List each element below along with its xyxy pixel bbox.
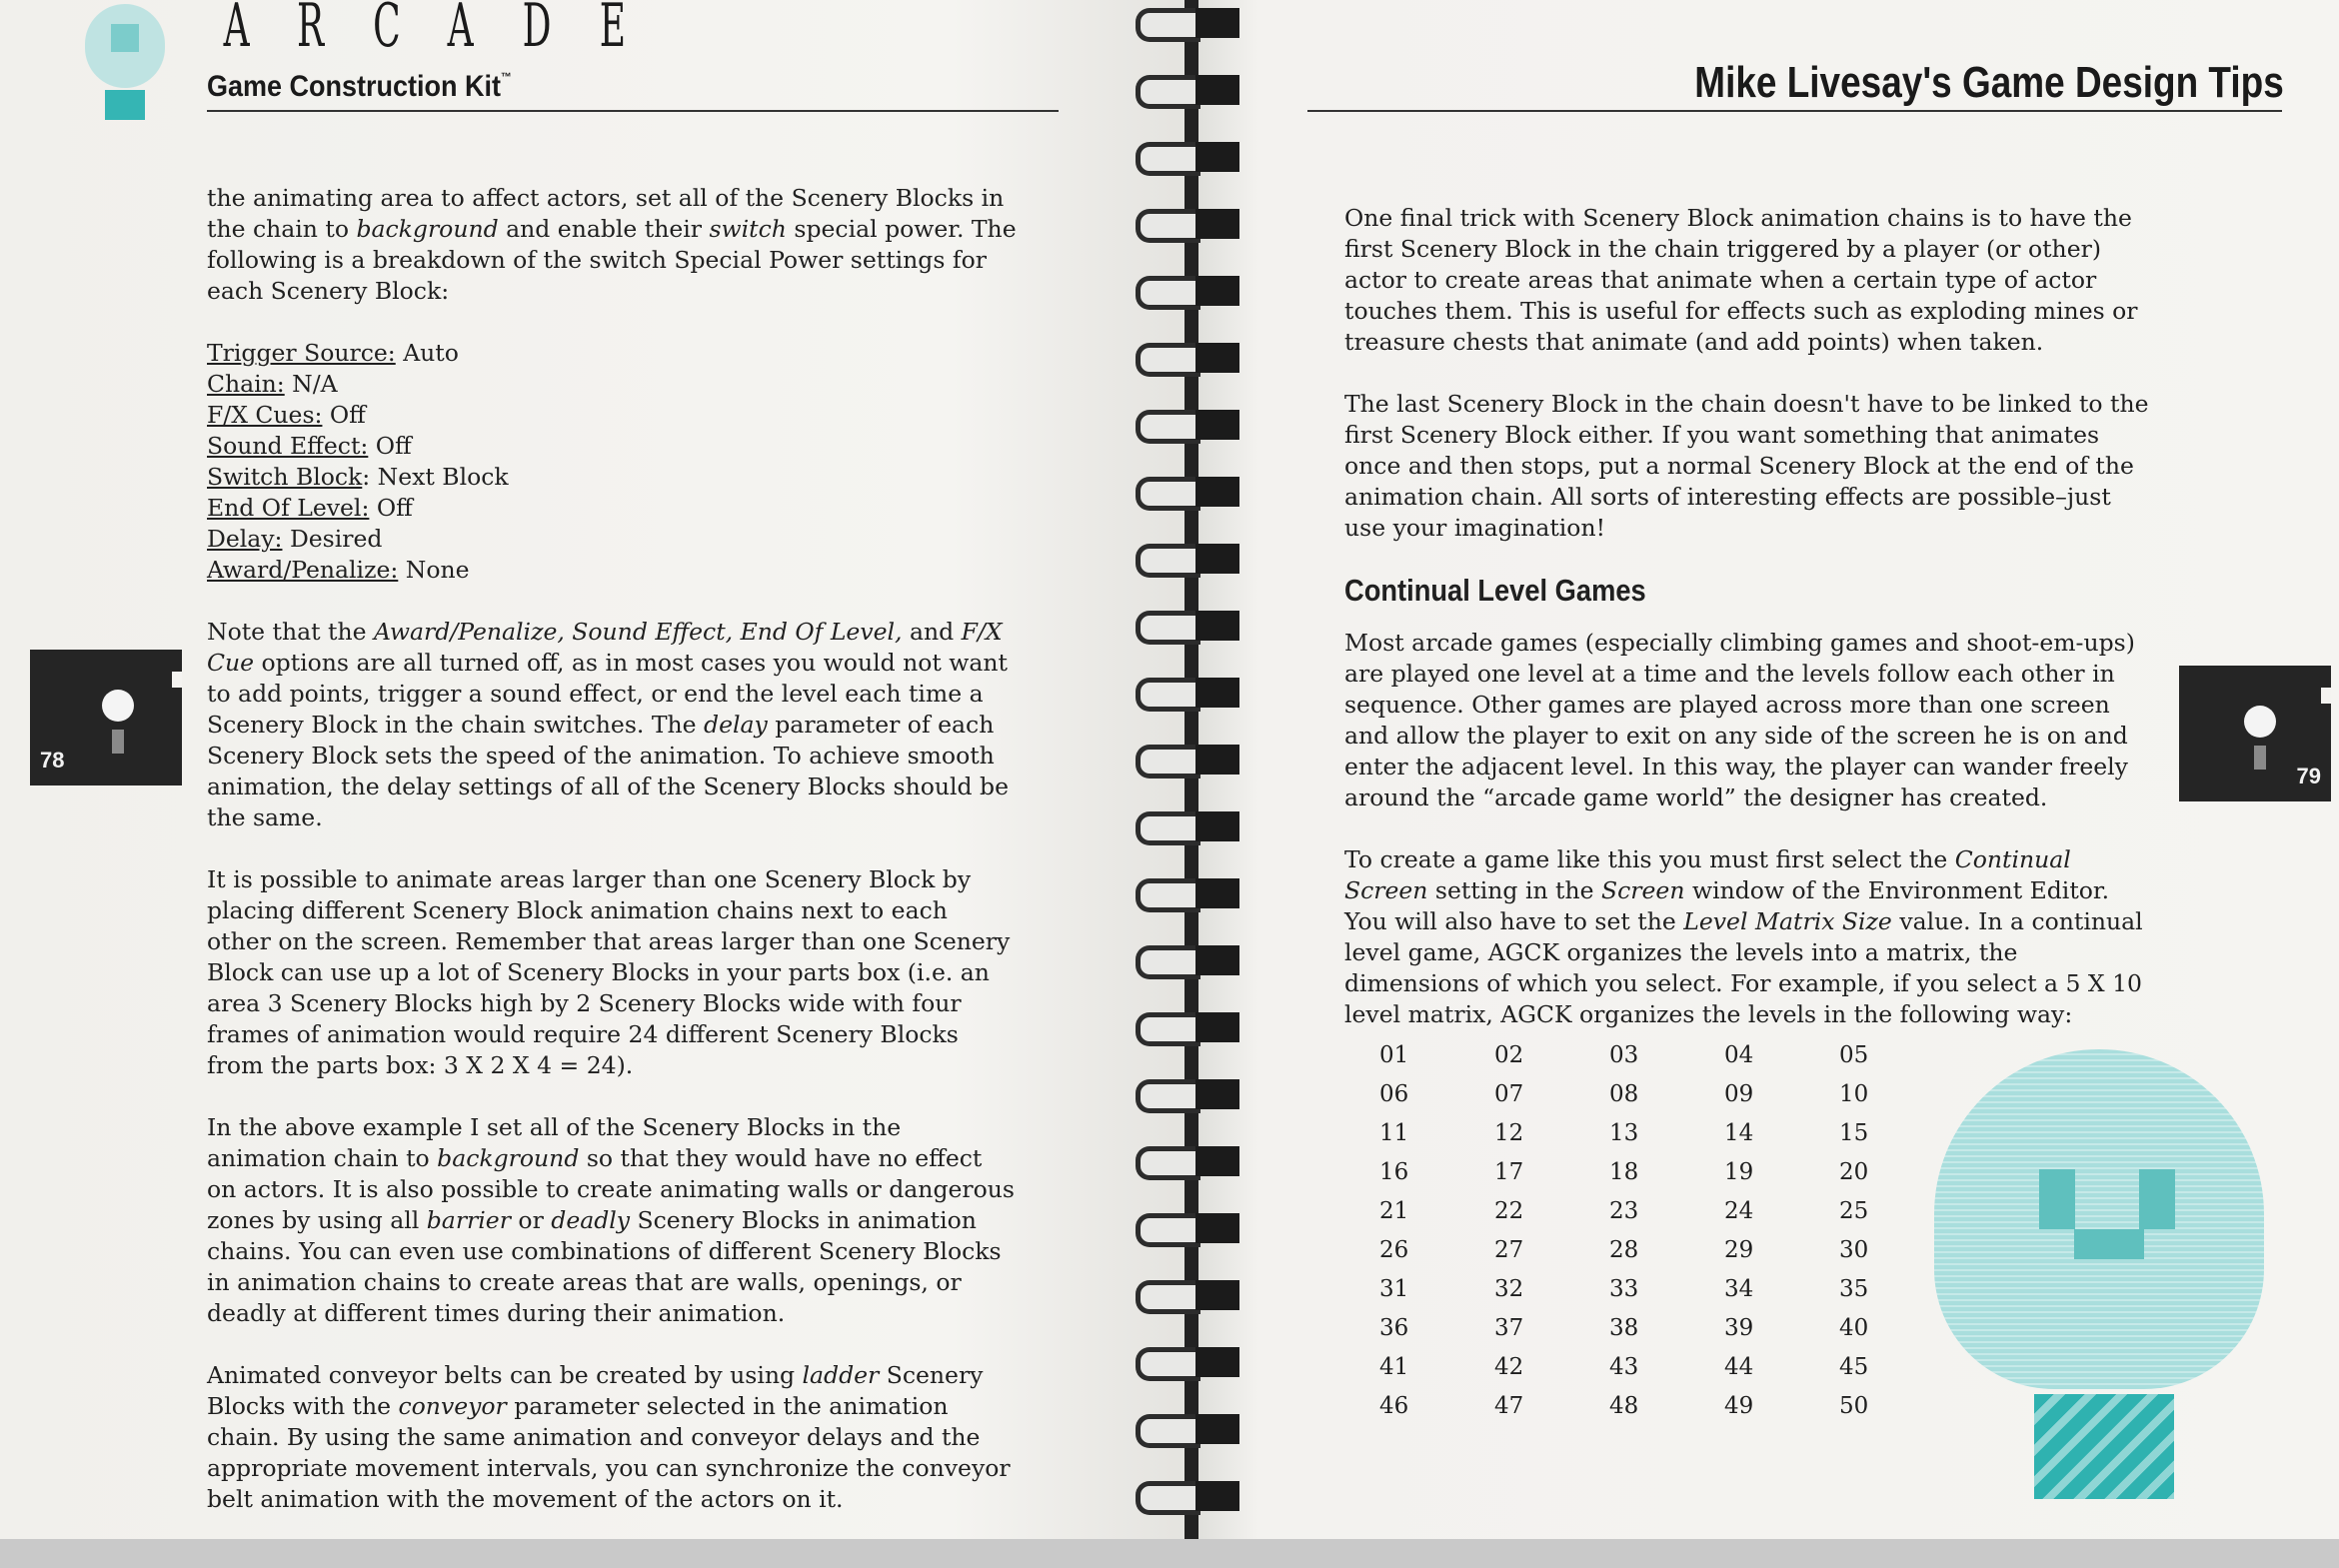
matrix-cell: 10 <box>1839 1081 1869 1107</box>
binding-coil <box>1132 1008 1235 1048</box>
binding-coil <box>1132 205 1235 245</box>
list-item: F/X Cues: Off <box>207 401 366 429</box>
matrix-cell: 11 <box>1379 1120 1409 1146</box>
matrix-cell: 43 <box>1609 1354 1639 1380</box>
matrix-cell: 36 <box>1379 1315 1409 1341</box>
matrix-cell: 28 <box>1609 1237 1639 1263</box>
list-item: End Of Level: Off <box>207 494 413 522</box>
paragraph: the animating area to affect actors, set all of the Scenery Blocks in the chain to background and enable their switch special power. The following is a breakdown of the switch Special Power settings for each Scenery Block: <box>207 184 1017 305</box>
list-item: Switch Block: Next Block <box>207 463 509 491</box>
binding-coil <box>1132 138 1235 178</box>
matrix-cell: 25 <box>1839 1198 1869 1224</box>
binding-coil <box>1132 71 1235 111</box>
binding-coil <box>1132 4 1235 44</box>
scan-border <box>0 1539 2339 1568</box>
matrix-cell: 34 <box>1724 1276 1754 1302</box>
matrix-cell: 06 <box>1379 1081 1409 1107</box>
logo-letter: C <box>372 0 401 61</box>
binding-coil <box>1132 540 1235 580</box>
logo-letter: A <box>223 0 250 61</box>
binding-coil <box>1132 272 1235 312</box>
right-body <box>1344 203 2154 1030</box>
matrix-cell: 03 <box>1609 1042 1639 1068</box>
matrix-cell: 04 <box>1724 1042 1754 1068</box>
header-rule <box>207 110 1059 112</box>
matrix-cell: 14 <box>1724 1120 1754 1146</box>
matrix-cell: 24 <box>1724 1198 1754 1224</box>
left-page <box>0 0 1189 1539</box>
matrix-cell: 17 <box>1494 1159 1524 1185</box>
matrix-cell: 41 <box>1379 1354 1409 1380</box>
matrix-cell: 16 <box>1379 1159 1409 1185</box>
matrix-cell: 48 <box>1609 1393 1639 1419</box>
matrix-cell: 35 <box>1839 1276 1869 1302</box>
binding-coil <box>1132 1410 1235 1450</box>
binding-coil <box>1132 1209 1235 1249</box>
logo-letter: D <box>522 0 552 61</box>
header-rule <box>1307 110 2282 112</box>
binding-coil <box>1132 1142 1235 1182</box>
matrix-cell: 20 <box>1839 1159 1869 1185</box>
page-header-title: Mike Livesay's Game Design Tips <box>1694 58 2284 107</box>
trademark: ™ <box>501 70 512 84</box>
list-item: Sound Effect: Off <box>207 432 412 460</box>
list-item: Chain: N/A <box>207 370 338 398</box>
paragraph: The last Scenery Block in the chain doesn't have to be linked to the first Scenery Block either. If you want something that animates once and then stops, put a normal Scenery Block at the end of the animation chain. All sorts of interesting effects are possible–just use your imagination! <box>1344 390 2149 542</box>
list-item: Award/Penalize: None <box>207 556 470 584</box>
lightbulb-logo-icon <box>85 4 165 120</box>
matrix-cell: 05 <box>1839 1042 1869 1068</box>
matrix-cell: 29 <box>1724 1237 1754 1263</box>
logo-letter: A <box>448 0 475 61</box>
paragraph: It is possible to animate areas larger than one Scenery Block by placing different Scenery Block animation chains next to each other on the screen. Remember that areas larger than one Scenery Block can use up a lot of Scenery Blocks in your parts box (i.e. an area 3 Scenery Blocks high by 2 Scenery Blocks wide with four frames of animation would require 24 different Scenery Blocks from the parts box: 3 X 2 X 4 = 24). <box>207 865 1011 1079</box>
page-number: 79 <box>2296 764 2321 788</box>
matrix-cell: 33 <box>1609 1276 1639 1302</box>
matrix-cell: 42 <box>1494 1354 1524 1380</box>
matrix-cell: 12 <box>1494 1120 1524 1146</box>
binding-coil <box>1132 1477 1235 1517</box>
left-body <box>207 183 1017 1539</box>
matrix-cell: 15 <box>1839 1120 1869 1146</box>
logo-letter: E <box>599 0 626 61</box>
matrix-cell: 22 <box>1494 1198 1524 1224</box>
matrix-cell: 44 <box>1724 1354 1754 1380</box>
list-item: Delay: Desired <box>207 525 383 553</box>
paragraph: In the above example I set all of the Scenery Blocks in the animation chain to background so that they would have no effect on actors. It is also possible to create animating walls or dangerous zones by using all barrier or deadly Scenery Blocks in animation chains. You can even use combinations of different Scenery Blocks in animation chains to create areas that are walls, openings, or deadly at different times during their animation. <box>207 1113 1015 1327</box>
binding-coil <box>1132 473 1235 513</box>
matrix-cell: 01 <box>1379 1042 1409 1068</box>
matrix-cell: 38 <box>1609 1315 1639 1341</box>
page-tab <box>2179 666 2331 801</box>
matrix-cell: 18 <box>1609 1159 1639 1185</box>
matrix-cell: 49 <box>1724 1393 1754 1419</box>
matrix-cell: 13 <box>1609 1120 1639 1146</box>
paragraph: To create a game like this you must first select the Continual Screen setting in the Screen window of the Environment Editor. You will also have to set the Level Matrix Size value. In a continual level game, AGCK organizes the levels into a matrix, the dimensions of which you select. For example, if you select a 5 X 10 level matrix, AGCK organizes the levels in the following way: <box>1344 845 2143 1028</box>
binding-coil <box>1132 807 1235 847</box>
matrix-cell: 40 <box>1839 1315 1869 1341</box>
matrix-cell: 21 <box>1379 1198 1409 1224</box>
matrix-cell: 46 <box>1379 1393 1409 1419</box>
matrix-cell: 19 <box>1724 1159 1754 1185</box>
arcade-logo-letters <box>215 0 635 61</box>
pixel-lightbulb-icon <box>1934 1049 2264 1499</box>
binding-coil <box>1132 1343 1235 1383</box>
binding-coil <box>1132 1075 1235 1115</box>
page-number: 78 <box>40 748 65 773</box>
matrix-cell: 26 <box>1379 1237 1409 1263</box>
page-header-title: Game Construction Kit™ <box>207 70 512 103</box>
matrix-cell: 50 <box>1839 1393 1869 1419</box>
logo-letter: R <box>297 0 325 61</box>
matrix-cell: 02 <box>1494 1042 1524 1068</box>
matrix-cell: 45 <box>1839 1354 1869 1380</box>
paragraph: Animated conveyor belts can be created by using ladder Scenery Blocks with the conveyor parameter selected in the animation chain. By using the same animation and conveyor delays and the appropriate movement intervals, you can synchronize the conveyor belt animation with the movement of the actors on it. <box>207 1361 1011 1513</box>
matrix-cell: 09 <box>1724 1081 1754 1107</box>
binding-coil <box>1132 607 1235 647</box>
paragraph: Note that the Award/Penalize, Sound Effect, End Of Level, and F/X Cue options are all turned off, as in most cases you would not want to add points, trigger a sound effect, or end the level each time a Scenery Block in the chain switches. The delay parameter of each Scenery Block sets the speed of the animation. To achieve smooth animation, the delay settings of all of the Scenery Blocks should be the same. <box>207 618 1010 831</box>
matrix-cell: 30 <box>1839 1237 1869 1263</box>
list-item: Trigger Source: Auto <box>207 339 459 367</box>
switch-settings-list <box>207 338 1017 586</box>
page-tab <box>30 650 182 785</box>
binding-coil <box>1132 1276 1235 1316</box>
binding-coil <box>1132 674 1235 714</box>
lightbulb-icon <box>2244 706 2276 738</box>
matrix-cell: 08 <box>1609 1081 1639 1107</box>
matrix-cell: 47 <box>1494 1393 1524 1419</box>
matrix-cell: 39 <box>1724 1315 1754 1341</box>
matrix-cell: 23 <box>1609 1198 1639 1224</box>
paragraph: One final trick with Scenery Block animation chains is to have the first Scenery Block in the chain triggered by a player (or other) actor to create areas that animate when a certain type of actor touches them. This is useful for effects such as exploding mines or treasure chests that animate (and add points) when taken. <box>1344 204 2138 356</box>
matrix-cell: 27 <box>1494 1237 1524 1263</box>
binding-coil <box>1132 339 1235 379</box>
binding-coil <box>1132 741 1235 781</box>
binding-coil <box>1132 874 1235 914</box>
matrix-cell: 07 <box>1494 1081 1524 1107</box>
matrix-cell: 32 <box>1494 1276 1524 1302</box>
section-heading: Continual Level Games <box>1344 573 1646 608</box>
matrix-cell: 37 <box>1494 1315 1524 1341</box>
lightbulb-icon <box>102 690 134 722</box>
paragraph: Most arcade games (especially climbing games and shoot-em-ups) are played one level at a time and the levels follow each other in sequence. Other games are played across more than one screen and allow the player to exit on any side of the screen he is on and enter the adjacent level. In this way, the player can wander freely around the “arcade game world” the designer has created. <box>1344 629 2135 811</box>
binding-coil <box>1132 941 1235 981</box>
level-matrix <box>1379 1039 1954 1423</box>
binding-coil <box>1132 406 1235 446</box>
matrix-cell: 31 <box>1379 1276 1409 1302</box>
